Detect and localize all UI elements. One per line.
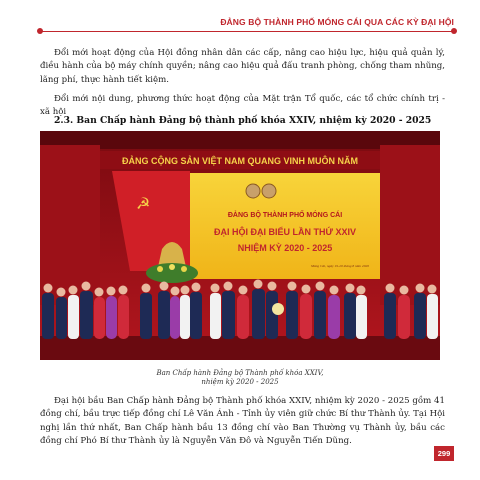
paragraph-3-text: Đại hội bầu Ban Chấp hành Đảng bộ Thành phố khóa XXIV, nhiệm kỳ 2020 - 2025 gồm 41 đồng chí, bầu trực tiếp đồng chí Lê Văn Ánh - Tỉnh ủy viên giữ chức Bí thư Thành ủy. Tại Hội nghị lần thứ nhất, Ban Chấp hành bầu 13 đồng chí vào Ban Thường vụ Thành ủy, bầu các đồng chí Phó Bí thư Thành ủy là Nguyễn Văn Đô và Nguyễn Tiến Dũng. [40,396,445,447]
slogan-text: ĐẢNG CỘNG SẢN VIỆT NAM QUANG VINH MUÔN NĂM [122,156,358,166]
section-heading: 2.3. Ban Chấp hành Đảng bộ thành phố khóa XXIV, nhiệm kỳ 2020 - 2025 [54,115,432,126]
hammer-sickle-icon: ☭ [136,194,151,213]
congress-photo [40,131,440,360]
caption-line-2: nhiệm kỳ 2020 - 2025 [201,378,279,386]
banner-line-2: ĐẠI HỘI ĐẠI BIỂU LẦN THỨ XXIV [214,227,356,237]
banner-line-1: ĐẢNG BỘ THÀNH PHỐ MÓNG CÁI [227,212,343,219]
left-curtain [40,145,100,305]
running-head: ĐẢNG BỘ THÀNH PHỐ MÓNG CÁI QUA CÁC KỲ ĐẠI HỘI [220,17,454,27]
banner-date: Móng Cái, ngày 19-20 tháng 8 năm 2020 [311,264,369,268]
paragraph-1 [40,47,445,87]
right-curtain [380,145,440,305]
flower-bouquet [272,303,284,315]
header-rule-dot-left [37,28,43,34]
portrait-lenin [262,184,276,198]
header-rule [40,31,454,32]
portrait-marx [246,184,260,198]
header-rule-dot-right [451,28,457,34]
congress-photo-svg [40,131,440,360]
photo-caption [40,369,440,387]
paragraph-3 [40,395,445,449]
paragraph-1-text: Đổi mới hoạt động của Hội đồng nhân dân các cấp, nâng cao hiệu lực, hiệu quả quản lý, điều hành của bộ máy chính quyền; nâng cao hiệu quả đấu tranh phòng, chống tham nhũng, lãng phí, thực hành tiết kiệm. [40,48,445,85]
stage-floor [40,336,440,360]
paragraph-2-text: Đổi mới nội dung, phương thức hoạt động của Mặt trận Tổ quốc, các tổ chức chính trị - xã hội [40,94,445,118]
caption-line-1: Ban Chấp hành Đảng bộ Thành phố khóa XXIV, [156,369,324,377]
banner-line-3: NHIỆM KỲ 2020 - 2025 [237,243,333,253]
page-number: 299 [434,446,454,461]
